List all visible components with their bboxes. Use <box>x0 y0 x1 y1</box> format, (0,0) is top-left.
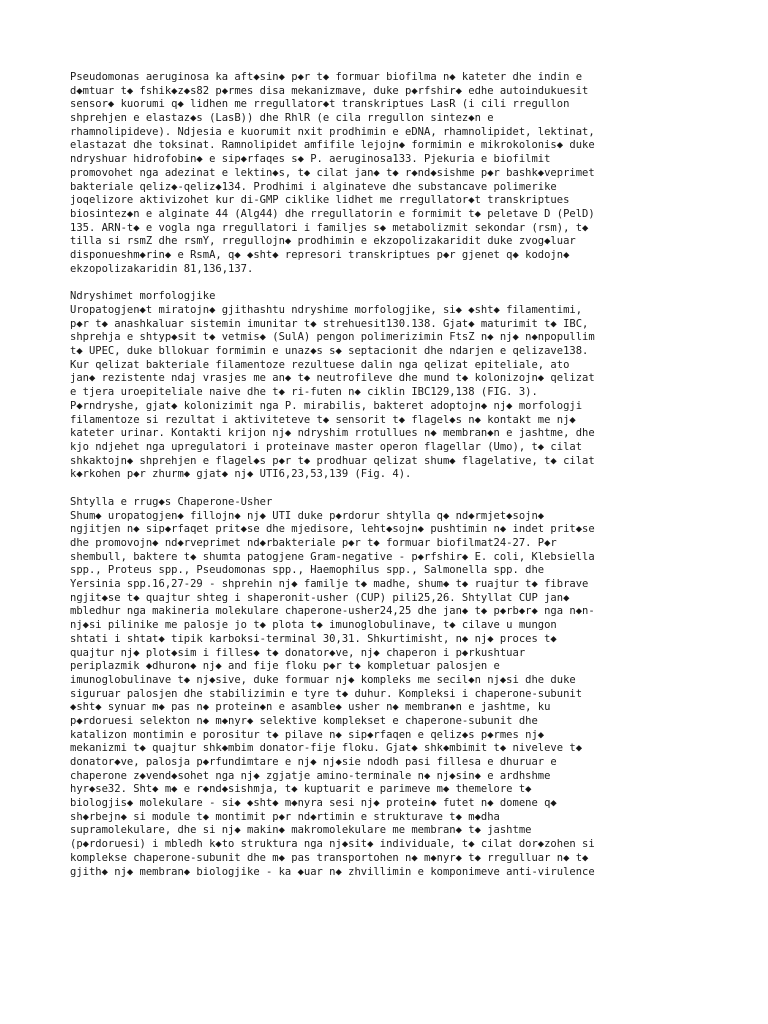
text-line: promovohet nga adezinat e lektin◆s, t◆ cilat jan◆ t◆ r◆nd◆sishme p◆r bashk◆veprimet <box>70 166 595 179</box>
document-page <box>70 71 700 893</box>
text-line: p◆r t◆ anashkaluar sistemin imunitar t◆ strehuesit130.138. Gjat◆ maturimit t◆ IBC, <box>70 317 589 330</box>
text-line: shembull, baktere t◆ shumta patogjene Gram-negative - p◆rfshir◆ E. coli, Klebsiella <box>70 550 595 563</box>
text-line: tilla si rsmZ dhe rsmY, rregullojn◆ prodhimin e ekzopolizakaridit duke zvog◆luar <box>70 235 576 248</box>
text-line: mbledhur nga makineria molekulare chaperone-usher24,25 dhe jan◆ t◆ p◆rb◆r◆ nga n◆n- <box>70 605 595 618</box>
paragraph-morphology <box>70 290 700 482</box>
text-line: chaperone z◆vend◆sohet nga nj◆ zgjatje amino-terminale n◆ nj◆sin◆ e ardhshme <box>70 769 551 782</box>
paragraph-biofilm <box>70 71 700 276</box>
text-line: donator◆ve, palosja p◆rfundimtare e nj◆ nj◆sie ndodh pasi fillesa e dhuruar e <box>70 756 557 768</box>
text-line: Pseudomonas aeruginosa ka aft◆sin◆ p◆r t◆ formuar biofilma n◆ kateter dhe indin e <box>70 71 583 83</box>
text-line: ◆sht◆ synuar m◆ pas n◆ protein◆n e asamble◆ usher n◆ membran◆n e jashtme, ku <box>70 701 551 714</box>
text-line: 135. ARN-t◆ e vogla nga rregullatori i familjes s◆ metabolizmit sekondar (rsm), t◆ <box>70 221 589 234</box>
text-line: imunoglobulinave t◆ nj◆sive, duke formuar nj◆ kompleks me secil◆n nj◆si dhe duke <box>70 673 576 686</box>
text-line: shprehjen e elastaz◆s (LasB)) dhe RhlR (e cila rregullon sintez◆n e <box>70 112 494 125</box>
text-line: gjith◆ nj◆ membran◆ biologjike - ka ◆uar n◆ zhvillimin e komponimeve anti-virulence <box>70 865 595 878</box>
text-line: Kur qelizat bakteriale filamentoze rezultuese dalin nga qelizat epiteliale, ato <box>70 358 570 371</box>
text-line: Shum◆ uropatogjen◆ fillojn◆ nj◆ UTI duke p◆rdorur shtylla q◆ nd◆rmjet◆sojn◆ <box>70 509 545 522</box>
text-line: bakteriale qeliz◆-qeliz◆134. Prodhimi i alginateve dhe substancave polimerike <box>70 180 557 193</box>
text-line: shkaktojn◆ shprehjen e flagel◆s p◆r t◆ prodhuar qelizat shum◆ flagelative, t◆ cilat <box>70 454 595 467</box>
text-line: t◆ UPEC, duke bllokuar formimin e unaz◆s s◆ septacionit dhe ndarjen e qelizave138. <box>70 345 589 358</box>
section-heading: Ndryshimet morfologjike <box>70 290 216 303</box>
text-line: nj◆si pilinike me palosje jo t◆ plota t◆ imunoglobulinave, t◆ cilave u mungon <box>70 619 557 632</box>
text-line: jan◆ rezistente ndaj vrasjes me an◆ t◆ neutrofileve dhe mund t◆ kolonizojn◆ qelizat <box>70 372 595 385</box>
text-line: biosintez◆n e alginate 44 (Alg44) dhe rregullatorin e formimit t◆ peletave D (PelD) <box>70 207 595 220</box>
text-line: katalizon montimin e porositur t◆ pilave n◆ sip◆rfaqen e qeliz◆s p◆rmes nj◆ <box>70 728 545 741</box>
text-line: dhe promovojn◆ nd◆rveprimet nd◆rbakteriale p◆r t◆ formuar biofilmat24-27. P◆r <box>70 537 557 549</box>
text-line: siguruar palosjen dhe stabilizimin e tyre t◆ duhur. Kompleksi i chaperone-subunit <box>70 687 583 700</box>
text-line: ekzopolizakaridin 81,136,137. <box>70 262 254 275</box>
text-line: mekanizmi t◆ quajtur shk◆mbim donator-fije floku. Gjat◆ shk◆mbimit t◆ niveleve t◆ <box>70 742 583 755</box>
text-line: ngjitjen n◆ sip◆rfaqet prit◆se dhe mjedisore, leht◆sojn◆ pushtimin n◆ indet prit◆se <box>70 523 595 536</box>
text-line: kjo ndjehet nga upregulatori i proteinave master operon flagellar (Umo), t◆ cilat <box>70 440 583 453</box>
text-line: d◆mtuar t◆ fshik◆z◆s82 p◆rmes disa mekanizmave, duke p◆rfshir◆ edhe autoindukuesit <box>70 84 589 97</box>
text-line: P◆rndryshe, gjat◆ kolonizimit nga P. mirabilis, bakteret adoptojn◆ nj◆ morfologji <box>70 399 583 412</box>
text-line: periplazmik ◆dhuron◆ nj◆ and fije floku p◆r t◆ kompletuar palosjen e <box>70 660 500 673</box>
text-line: komplekse chaperone-subunit dhe m◆ pas transportohen n◆ m◆nyr◆ t◆ rregulluar n◆ t◆ <box>70 851 589 864</box>
text-line: joqelizore aktivizohet kur di-GMP ciklike lidhet me rregullator◆t transkriptues <box>70 194 570 207</box>
text-line: ngjit◆se t◆ quajtur shteg i shaperonit-usher (CUP) pili25,26. Shtyllat CUP jan◆ <box>70 591 570 604</box>
text-line: shtati i shtat◆ tipik karboksi-terminal 30,31. Shkurtimisht, n◆ nj◆ proces t◆ <box>70 632 557 645</box>
text-line: kateter urinar. Kontakti krijon nj◆ ndryshim rrotullues n◆ membran◆n e jashtme, dhe <box>70 427 595 440</box>
text-line: filamentoze si rezultat i aktiviteteve t◆ sensorit t◆ flagel◆s n◆ kontakt me nj◆ <box>70 413 576 426</box>
text-line: quajtur nj◆ plot◆sim i filles◆ t◆ donator◆ve, nj◆ chaperon i p◆rkushtuar <box>70 646 526 659</box>
text-line: spp., Proteus spp., Pseudomonas spp., Haemophilus spp., Salmonella spp. dhe <box>70 564 545 577</box>
text-line: e tjera uroepiteliale naive dhe t◆ ri-futen n◆ ciklin IBC129,138 (FIG. 3). <box>70 386 538 399</box>
text-line: rhamnolipideve). Ndjesia e kuorumit nxit prodhimin e eDNA, rhamnolipidet, lektinat, <box>70 125 595 138</box>
text-line: Yersinia spp.16,27-29 - shprehin nj◆ familje t◆ madhe, shum◆ t◆ ruajtur t◆ fibrave <box>70 578 589 591</box>
text-line: k◆rkohen p◆r zhurm◆ gjat◆ nj◆ UTI6,23,53,139 (Fig. 4). <box>70 468 412 481</box>
text-line: disponueshm◆rin◆ e RsmA, q◆ ◆sht◆ represori transkriptues p◆r gjenet q◆ kodojn◆ <box>70 248 570 261</box>
text-line: sensor◆ kuorumi q◆ lidhen me rregullator◆t transkriptues LasR (i cili rregullon <box>70 98 570 111</box>
text-line: shprehja e shtyp◆sit t◆ vetmis◆ (SulA) pengon polimerizimin FtsZ n◆ nj◆ n◆npopullim <box>70 331 595 344</box>
paragraph-chaperone-usher <box>70 496 700 879</box>
text-line: (p◆rdoruesi) i mbledh k◆to struktura nga nj◆sit◆ individuale, t◆ cilat dor◆zohen si <box>70 838 595 851</box>
text-line: biologjis◆ molekulare - si◆ ◆sht◆ m◆nyra sesi nj◆ protein◆ futet n◆ domene q◆ <box>70 797 557 810</box>
section-heading: Shtylla e rrug◆s Chaperone-Usher <box>70 495 273 508</box>
text-line: elastazat dhe toksinat. Ramnolipidet amfifile lejojn◆ formimin e mikrokolonis◆ duke <box>70 139 595 152</box>
text-line: p◆rdoruesi selekton n◆ m◆nyr◆ selektive komplekset e chaperone-subunit dhe <box>70 714 538 727</box>
text-line: hyr◆se32. Sht◆ m◆ e r◆nd◆sishmja, t◆ kuptuarit e parimeve m◆ themelore t◆ <box>70 783 532 796</box>
text-line: ndryshuar hidrofobin◆ e sip◆rfaqes s◆ P. aeruginosa133. Pjekuria e biofilmit <box>70 153 551 166</box>
text-line: sh◆rbejn◆ si module t◆ montimit p◆r nd◆rtimin e strukturave t◆ m◆dha <box>70 810 500 823</box>
text-line: supramolekulare, dhe si nj◆ makin◆ makromolekulare me membran◆ t◆ jashtme <box>70 824 532 837</box>
text-line: Uropatogjen◆t miratojn◆ gjithashtu ndryshime morfologjike, si◆ ◆sht◆ filamentimi, <box>70 304 583 316</box>
